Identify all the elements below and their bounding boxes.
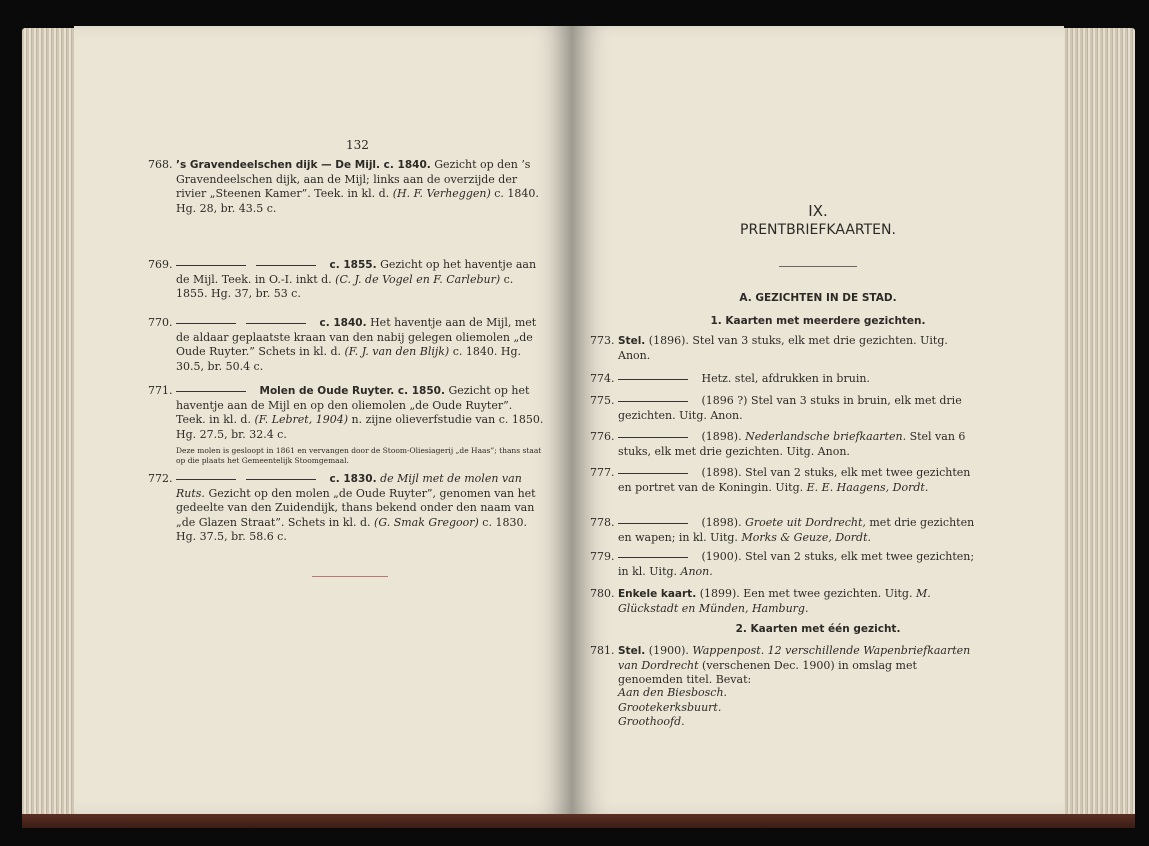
ditto-rule — [618, 473, 688, 474]
ditto-rule — [618, 557, 688, 558]
chapter-number: IX. — [808, 202, 828, 220]
contents-item: Aan den Biesbosch. — [618, 686, 728, 699]
footnote: Deze molen is gesloopt in 1861 en vervangen door de Stoom-Oliesiagerij „de Haas”; thans staat op die plaats het Gemeentelijk Stoomgemaal. — [176, 446, 542, 465]
left-page — [74, 26, 572, 814]
catalog-entry-770: 770. c. 1840. Het haventje aan de Mijl, met de aldaar geplaatste kraan van den nabij gelegen oliemolen „de Oude Ruyter.” Schets in kl. d. (F. J. van den Blijk) c. 1840. Hg. 30.5, br. 50.4 c. — [148, 316, 537, 373]
catalog-entry-773: 773. Stel. (1896). Stel van 3 stuks, elk met drie gezichten. Uitg. Anon. — [590, 334, 948, 362]
right-page — [572, 26, 1064, 814]
ditto-rule — [618, 523, 688, 524]
ditto-rule — [256, 265, 316, 266]
catalog-entry-778: 778. (1898). Groete uit Dordrecht, met drie gezichten en wapen; in kl. Uitg. Morks & Geuze, Dordt. — [590, 516, 975, 544]
catalog-entry-772: 772. c. 1830. de Mijl met de molen van Ruts. Gezicht op den molen „de Oude Ruyter”, genomen van het gedeelte van den Zuidendijk, thans bekend onder den naam van „de Glazen Straat”. Schets in kl. d. (G. Smak Gregoor) c. 1830. Hg. 37.5, br. 58.6 c. — [148, 472, 536, 543]
book-edge-right — [1057, 28, 1135, 818]
catalog-entry-768: 768. ’s Gravendeelschen dijk — De Mijl. c. 1840. Gezicht op den ’s Gravendeelschen dijk, aan de Mijl; links aan de overzijde der rivier „Steenen Kamer”. Teek. in kl. d. (H. F. Verheggen) c. 1840. Hg. 28, br. 43.5 c. — [148, 158, 539, 215]
ditto-rule — [618, 401, 688, 402]
ditto-rule — [246, 323, 306, 324]
subsection-heading: 1. Kaarten met meerdere gezichten. — [710, 315, 926, 327]
contents-item: Grootekerksbuurt. — [618, 700, 722, 714]
ditto-rule — [618, 437, 688, 438]
catalog-entry-771: 771. Molen de Oude Ruyter. c. 1850. Gezicht op het haventje aan de Mijl en op den oliemolen „de Oude Ruyter”. Teek. in kl. d. (F. Lebret, 1904) n. zijne olieverfstudie van c. 1850. Hg. 27.5, br. 32.4 c. — [148, 384, 544, 441]
ditto-rule — [176, 265, 246, 266]
page-number: 132 — [346, 138, 369, 152]
catalog-entry-774: 774. Hetz. stel, afdrukken in bruin. — [590, 372, 870, 385]
subsection-heading: 2. Kaarten met één gezicht. — [735, 623, 901, 635]
chapter-title: PRENTBRIEFKAARTEN. — [740, 222, 896, 238]
ditto-rule — [176, 323, 236, 324]
catalog-entry-777: 777. (1898). Stel van 2 stuks, elk met twee gezichten en portret van de Koningin. Uitg. E. E. Haagens, Dordt. — [590, 466, 971, 494]
section-heading: A. GEZICHTEN IN DE STAD. — [739, 292, 897, 304]
book-cover-bottom — [22, 814, 1135, 828]
ditto-rule — [176, 479, 236, 480]
ditto-rule — [176, 391, 246, 392]
catalog-entry-780: 780. Enkele kaart. (1899). Een met twee gezichten. Uitg. M. Glückstadt en Münden, Hamburg. — [590, 587, 931, 615]
catalog-entry-769: 769. c. 1855. Gezicht op het haventje aan de Mijl. Teek. in O.-I. inkt d. (C. J. de Vogel en F. Carlebur) c. 1855. Hg. 37, br. 53 c. — [148, 258, 537, 300]
catalog-entry-775: 775. (1896 ?) Stel van 3 stuks in bruin, elk met drie gezichten. Uitg. Anon. — [590, 394, 962, 422]
contents-list — [618, 686, 978, 730]
ditto-rule — [618, 379, 688, 380]
title-rule — [779, 266, 857, 267]
catalog-entry-776: 776. (1898). Nederlandsche briefkaarten. Stel van 6 stuks, elk met drie gezichten. Uitg. Anon. — [590, 430, 966, 458]
contents-item: Groothoofd. — [618, 715, 685, 728]
catalog-entry-779: 779. (1900). Stel van 2 stuks, elk met twee gezichten; in kl. Uitg. Anon. — [590, 550, 975, 578]
end-rule — [312, 576, 388, 577]
ditto-rule — [246, 479, 316, 480]
catalog-entry-781: 781. Stel. (1900). Wappenpost. 12 verschillende Wapenbriefkaarten van Dordrecht (verschenen Dec. 1900) in omslag met genoemden titel. Bevat: — [590, 644, 971, 686]
